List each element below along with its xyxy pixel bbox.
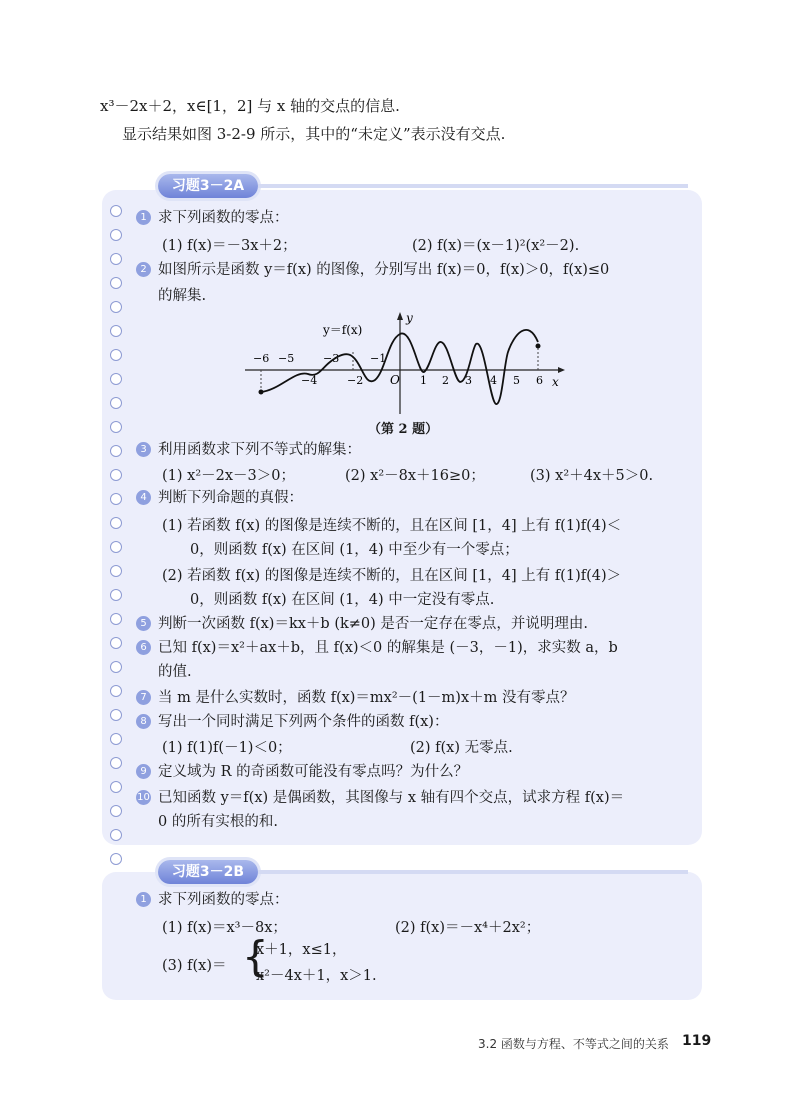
problem-a6-line2: 的值. [158,664,192,680]
ring [110,349,122,361]
ring [110,829,122,841]
problem-a3-sub3: (3) x²＋4x＋5＞0. [530,468,654,484]
ring [110,661,122,673]
problem-text: 求下列函数的零点： [158,892,289,908]
problem-a8 [140,710,449,734]
ring [110,613,122,625]
tick-label: −2 [347,374,364,387]
ring [110,421,122,433]
intro-line-2: 显示结果如图 3-2-9 所示，其中的“未定义”表示没有交点. [122,125,506,143]
function-label: y＝f(x) [323,323,363,337]
ring [110,517,122,529]
ring [110,733,122,745]
problem-a6 [140,636,618,660]
ring [110,781,122,793]
intro-text [100,92,505,148]
problem-number-badge: 2 [136,262,151,277]
problem-text: 如图所示是函数 y＝f(x) 的图像，分别写出 f(x)＝0，f(x)＞0，f(x)≤0 [158,262,610,278]
ring [110,229,122,241]
problem-a8-sub1: (1) f(1)f(－1)＜0； [162,740,292,756]
problem-number-badge: 8 [136,714,151,729]
tick-label: 4 [490,374,497,387]
x-axis-label: x [552,375,559,389]
page-number: 119 [682,1033,712,1049]
problem-text: 写出一个同时满足下列两个条件的函数 f(x)： [158,714,449,730]
problem-a8-sub2: (2) f(x) 无零点. [410,740,513,756]
problem-a2-line2: 的解集. [158,288,207,304]
ring [110,373,122,385]
origin-label: O [390,373,400,387]
problem-text: 已知函数 y＝f(x) 是偶函数，其图像与 x 轴有四个交点，试求方程 f(x)＝ [158,790,625,806]
tick-label: −3 [323,352,340,365]
ring [110,277,122,289]
problem-text: 已知 f(x)＝x²＋ax＋b，且 f(x)＜0 的解集是 (－3，－1)，求实数 a，b [158,640,618,656]
ring [110,757,122,769]
ring [110,565,122,577]
problem-number-badge: 4 [136,490,151,505]
tick-label: −6 [253,352,270,365]
ring [110,205,122,217]
problem-text: 判断下列命题的真假： [158,490,303,506]
problem-a7 [140,686,575,710]
problem-a4-sub2-cont: 0，则函数 f(x) 在区间 (1，4) 中一定没有零点. [190,592,495,608]
ring [110,301,122,313]
tick-label: 1 [420,374,427,387]
ring [110,445,122,457]
problem-a3 [140,438,361,462]
curve-endpoint [259,390,264,395]
problem-a10-line2: 0 的所有实根的和. [158,814,278,830]
intro-line-1: x³－2x＋2，x∈[1，2] 与 x 轴的交点的信息. [100,97,400,115]
problem-a2 [140,258,610,282]
problem-text: 当 m 是什么实数时，函数 f(x)＝mx²－(1－m)x＋m 没有零点？ [158,690,575,706]
y-axis-arrow [397,312,403,320]
problem-a1-sub2: (2) f(x)＝(x－1)²(x²－2). [412,238,580,254]
section-a-title: 习题3－2A [158,174,258,198]
problem-text: 利用函数求下列不等式的解集： [158,442,361,458]
ring [110,397,122,409]
tick-label: 2 [442,374,449,387]
y-axis-label: y [406,312,413,325]
problem-b1-sub3: (3) f(x)＝ [162,958,227,974]
problem-number-badge: 6 [136,640,151,655]
problem-number-badge: 9 [136,764,151,779]
ring [110,469,122,481]
curve-endpoint [536,344,541,349]
problem-number-badge: 1 [136,892,151,907]
ring [110,853,122,865]
problem-a5 [140,612,589,636]
problem-number-badge: 10 [137,792,150,803]
ring [110,709,122,721]
ring [110,325,122,337]
problem-a4-sub1: (1) 若函数 f(x) 的图像是连续不断的，且在区间 [1，4] 上有 f(1)f(4)＜ [162,518,622,534]
problem-b1-sub1: (1) f(x)＝x³－8x； [162,920,287,936]
problem-a9 [140,760,469,784]
problem-number-badge: 1 [136,210,151,225]
footer-section-title: 3.2 函数与方程、不等式之间的关系 [478,1037,669,1051]
problem-a10 [137,786,625,810]
problem-b1-sub2: (2) f(x)＝－x⁴＋2x²； [395,920,541,936]
ring [110,541,122,553]
graph-caption: （第 2 题） [368,422,439,437]
problem-a3-sub1: (1) x²－2x－3＞0； [162,468,295,484]
x-axis-arrow [558,367,565,373]
problem-a3-sub2: (2) x²－8x＋16≥0； [345,468,485,484]
tick-label: 3 [465,374,472,387]
problem-a1-sub1: (1) f(x)＝－3x＋2； [162,238,297,254]
problem-text: 定义域为 R 的奇函数可能没有零点吗？为什么？ [158,764,469,780]
section-b-title: 习题3－2B [158,860,258,884]
problem-text: 求下列函数的零点： [158,210,289,226]
problem-a4-sub1-cont: 0，则函数 f(x) 在区间 (1，4) 中至少有一个零点； [190,542,519,558]
problem-text: 判断一次函数 f(x)＝kx＋b (k≠0) 是否一定存在零点，并说明理由. [158,616,589,632]
ring [110,685,122,697]
function-graph [240,312,570,416]
problem-a1 [140,206,289,230]
ring [110,589,122,601]
tick-label: −4 [301,374,318,387]
tick-label: 6 [536,374,543,387]
piecewise-brace: { [242,932,269,981]
ring [110,493,122,505]
tick-label: 5 [513,374,520,387]
problem-number-badge: 5 [136,616,151,631]
problem-a4-sub2: (2) 若函数 f(x) 的图像是连续不断的，且在区间 [1，4] 上有 f(1)f(4)＞ [162,568,622,584]
piecewise-case-2: x²－4x＋1，x＞1. [256,968,377,984]
problem-number-badge: 3 [136,442,151,457]
tick-label: −1 [370,352,387,365]
problem-b1 [140,888,289,912]
tick-label: −5 [278,352,295,365]
ring [110,805,122,817]
problem-a4 [140,486,303,510]
problem-number-badge: 7 [136,690,151,705]
ring [110,253,122,265]
ring [110,637,122,649]
piecewise-case-1: x＋1，x≤1， [256,942,347,958]
